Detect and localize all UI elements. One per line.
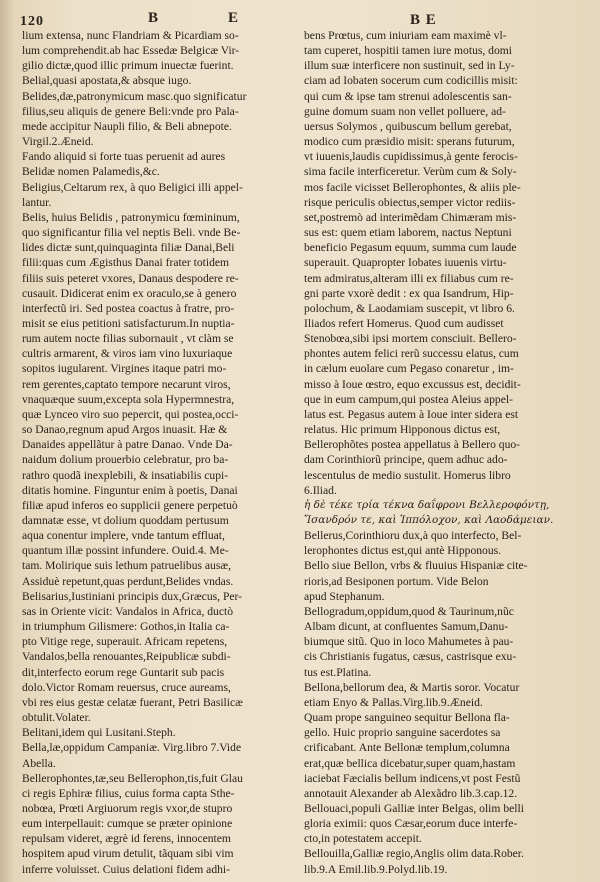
text-line: Assiduè repetunt,quas perdunt,Belides vndas. — [22, 574, 234, 588]
text-line: guine domum suam non vellet polluere, ad- — [304, 104, 506, 118]
text-line: tam. Molirique suis lethum patruelibus ausæ, — [22, 559, 231, 573]
text-line: misso à Ioue œstro, equo excussus est, decidit- — [304, 377, 521, 391]
text-line: Vandalos,bella renouantes,Reipublicæ subdi- — [22, 650, 231, 664]
text-line: Belitani,idem qui Lusitani.Steph. — [22, 726, 176, 740]
text-line: vt iuuenis,laudis cupidissimus,à gente ferocis- — [304, 150, 518, 164]
text-line: illum suæ interficere non sustinuit, sed in Ly- — [304, 59, 515, 73]
text-line: filiæ apud inferos eo supplicii genere perpetuò — [22, 498, 238, 512]
text-line: quantum illæ possint infundere. Ouid.4. Me- — [22, 544, 229, 558]
text-line: phontes autem felici rerũ successu elatus, cum — [304, 347, 519, 361]
text-line: etiam Enyo & Pallas.Virg.lib.9.Æneid. — [304, 695, 483, 709]
text-line: cis Christianis fugatus, cæsus, castrisque exu- — [304, 650, 517, 664]
text-line: lides dictæ sunt,quinquaginta filiæ Danai,Beli — [22, 241, 235, 255]
text-line: obtulit.Volater. — [22, 711, 91, 725]
text-line: tam cuperet, hospitii tamen iure motus, domi — [304, 44, 513, 58]
text-line: dam Corinthiorũ principe, quem adhuc ado- — [304, 453, 508, 467]
text-line: gloria eximii: quos Cæsar,eorum duce interfe- — [304, 817, 518, 831]
text-line: bens Prœtus, cum iniuriam eam maximè vl- — [304, 29, 507, 42]
text-line: vbi res eius gestæ celatæ fuerant, Petri Basilicæ — [22, 695, 243, 709]
text-line: modico cum præsidio misit: sperans futurum, — [304, 135, 515, 149]
text-line: Iliados refert Homerus. Quod cum audisset — [304, 316, 504, 330]
text-line: tem admiratus,alteram illi ex filiabus cum re- — [304, 271, 514, 285]
text-line: Danaides appellãtur à patre Danao. Vnde Da- — [22, 438, 233, 452]
text-line: lerophontes dictus est,qui antè Hipponous. — [304, 544, 502, 558]
text-line: cusauit. Didicerat enim ex oraculo,se à genero — [22, 286, 237, 300]
text-line: Abella. — [22, 756, 56, 770]
text-line: biumque sitũ. Quo in loco Mahumetes à pau- — [304, 635, 514, 649]
text-line: filii:quas cum Ægisthus Danai frater totidem — [22, 256, 230, 270]
text-line: cto,in potestatem accepit. — [304, 832, 422, 846]
text-line: Bellouaci,populi Galliæ inter Belgas, olim belli — [304, 801, 524, 815]
text-line: apud Stephanum. — [304, 589, 385, 603]
text-line: lium extensa, nunc Flandriam & Picardiam so- — [22, 29, 239, 42]
header-letter: B — [148, 10, 160, 26]
text-line: Bellerophõtes postea appellatus à Bellero quo- — [304, 438, 521, 452]
text-line: quæ Lynceo viro suo pepercit, qui postea,occi- — [22, 407, 239, 421]
text-line: uersus Solymos , quibuscum bellum gerebat, — [304, 119, 512, 133]
text-line: qui cum & ipse tam strenui adolescentis san- — [304, 89, 512, 103]
header-letters-right: B E — [410, 12, 437, 28]
text-line: rioris,ad Besiponen portum. Vide Belon — [304, 574, 489, 588]
text-line: Belial,quasi apostata,& absque iugo. — [22, 74, 192, 88]
text-line: so Danao,regnum apud Argos inuasit. Hæ & — [22, 423, 228, 437]
text-line: tus est.Platina. — [304, 665, 372, 679]
text-line: filius,seu aliquis de genere Beli:vnde pro Pala- — [22, 104, 239, 118]
text-line: crificabant. Ante Bellonæ templum,columna — [304, 741, 510, 755]
text-line: Bellogradum,oppidum,quod & Taurinum,nũc — [304, 604, 514, 618]
text-line: ditatis homine. Finguntur enim à poetis, Danai — [22, 483, 238, 497]
text-line: latus est. Pegasus autem à Ioue inter sidera est — [304, 407, 519, 421]
text-line: damnatæ esse, vt dolium quoddam pertusum — [22, 514, 229, 527]
text-line: annotauit Alexander ab Alexãdro lib.3.cap.12. — [304, 786, 518, 800]
text-line: sas in Oriente vicit: Vandalos in Africa, ductò — [22, 604, 234, 618]
text-line: gilio dictæ,quod illic primum inuectæ fuerint. — [22, 59, 234, 73]
text-line: in cælum euolare cum Pegaso conaretur , im- — [304, 362, 514, 376]
text-line: misit se eius petitioni satisfacturum.In nuptia- — [22, 316, 235, 330]
text-line: Stenobœa,sibi ipsi mortem consciuit. Bellero- — [304, 332, 517, 346]
text-line: gello. Huic proprio sanguine sacerdotes sa — [304, 726, 501, 740]
text-line: sus est: quem etiam laborem, nactus Neptuni — [304, 226, 512, 240]
text-line: Ἴσανδρόν τε, καὶ Ἱππόλοχον, καὶ Λαοδάμειαν. — [304, 514, 554, 526]
text-line: rum autem nocte filias subornauit , vt clàm se — [22, 332, 234, 346]
text-line: lescentulus de medio sustulit. Homerus libro — [304, 468, 511, 482]
text-line: lib.9.A Emil.lib.9.Polyd.lib.19. — [304, 862, 448, 876]
text-line: ciam ad Iobaten socerum cum codicillis misit: — [304, 74, 518, 88]
text-line: repulsam videret, ægrè id ferens, innocentem — [22, 832, 231, 846]
text-line: cultris armarent, & viros iam vino luxuriaque — [22, 347, 233, 361]
text-line: iaciebat Fæcialis bellum indicens,vt post Festũ — [304, 771, 521, 785]
header-letter: E — [228, 10, 240, 26]
text-line: Bellouilla,Galliæ regio,Anglis olim data.Rober. — [304, 847, 524, 861]
text-line: mede accipitur Naupli filio, & Beli abnepote. — [22, 119, 232, 133]
text-line: Bellona,bellorum dea, & Martis soror. Vocatur — [304, 680, 520, 694]
text-line: rem gerentes,captato tempore necarunt viros, — [22, 377, 231, 391]
text-line: Belisarius,Iustiniani principis dux,Græcus, Per- — [22, 589, 243, 603]
page-gutter-shadow — [0, 0, 14, 882]
text-line: Fando aliquid si forte tuas peruenit ad aures — [22, 150, 226, 164]
text-line: Bella,læ,oppidum Campaniæ. Virg.libro 7.Vide — [22, 741, 242, 755]
text-line: que in eum campum,qui postea Aleius appel- — [304, 392, 513, 406]
text-line: vnaquæque suum,excepta sola Hypermnestra, — [22, 392, 235, 406]
text-line: lantur. — [22, 195, 52, 209]
text-line: interfectũ iri. Sed postea coactus à fratre, pro- — [22, 301, 235, 315]
text-line: quo significantur filia vel neptis Beli. vnde Be- — [22, 226, 241, 240]
left-column — [22, 28, 304, 877]
text-line: Beligius,Celtarum rex, à quo Beligici illi appel- — [22, 180, 243, 194]
text-line: Quam prope sanguineo sequitur Bellona fla- — [304, 711, 510, 725]
text-line: sopitos iugularent. Virgines itaque patri mo- — [22, 362, 227, 376]
text-line: lum comprehendit.ab hac Essedæ Belgicæ Vir- — [22, 44, 240, 58]
text-line: Bellerus,Corinthioru dux,à quo interfecto, Bel- — [304, 529, 522, 543]
right-column — [304, 28, 590, 877]
text-line: rathro quodã inexplebili, & insatiabilis cupi- — [22, 468, 229, 482]
text-line: in triumphum Gilismere: Gothos,in Italia ca- — [22, 620, 230, 634]
text-line: Albam dicunt, at confluentes Samum,Danu- — [304, 620, 509, 634]
text-line: relatus. Hic primum Hipponous dictus est, — [304, 423, 501, 437]
text-line: superauit. Quapropter Iobates iuuenis virtu- — [304, 256, 507, 270]
text-line: Belidæ nomen Palamedis,&c. — [22, 165, 160, 179]
text-line: set,postremò ad interimẽdam Chimæram mis- — [304, 210, 517, 224]
text-line: ἡ δὲ τέκε τρία τέκνα δαΐφρονι Βελλεροφόντῃ, — [304, 498, 550, 511]
text-line: hospitem apud virum detulit, tãquam sibi vim — [22, 847, 234, 861]
text-line: gni parte vxorè dedit : ex qua Isandrum, Hip- — [304, 286, 514, 300]
text-line: sima facile interficeretur. Verùm cum & Soly- — [304, 165, 517, 179]
text-line: erat,quæ bellica dicebatur,super quam,hastam — [304, 756, 516, 770]
text-line: Belides,dæ,patronymicum masc.quo significatur — [22, 89, 247, 103]
text-line: mos facile vicisset Bellerophontes, & aliis ple- — [304, 180, 521, 194]
text-line: Virgil.2.Æneid. — [22, 135, 94, 149]
text-line: Belis, huius Belidis , patronymicu fœmininum, — [22, 210, 240, 224]
text-line: aqua conentur implere, vnde tantum effluat, — [22, 529, 225, 543]
text-line: 6.Iliad. — [304, 483, 337, 497]
text-line: beneficio Pegasum equum, summa cum laude — [304, 241, 517, 255]
text-line: dit,interfecto eorum rege Guntarit sub pacis — [22, 665, 225, 679]
text-line: naidum dolium prouerbio celebratur, pro ba- — [22, 453, 229, 467]
text-line: polochum, & Laodamiam suscepit, vt libro 6. — [304, 301, 515, 315]
text-line: pto Vitige rege, superauit. Africam repetens, — [22, 635, 228, 649]
text-line: Bello siue Bellon, vrbs & fluuius Hispaniæ cite- — [304, 559, 528, 573]
text-line: eum interpellauit: cumque se præter opinione — [22, 817, 233, 831]
page-number: 120 — [20, 14, 44, 29]
text-line: inferre voluisset. Cuius delationi fidem adhi- — [22, 862, 230, 876]
text-line: ci regis Ephiræ filius, cuius forma capta Sthe- — [22, 786, 235, 800]
text-line: filiis suis peteret vxores, Danaus despodere re- — [22, 271, 239, 285]
text-line: dolo.Victor Romam reuersus, cruce aureams, — [22, 680, 231, 694]
text-line: Bellerophontes,tæ,seu Bellerophon,tis,fuit Glau — [22, 771, 243, 785]
text-line: nobœa, Prœti Argiuorum regis vxor,de stupro — [22, 801, 233, 815]
text-line: risque periculis obiectus,semper victor rediis- — [304, 195, 516, 209]
